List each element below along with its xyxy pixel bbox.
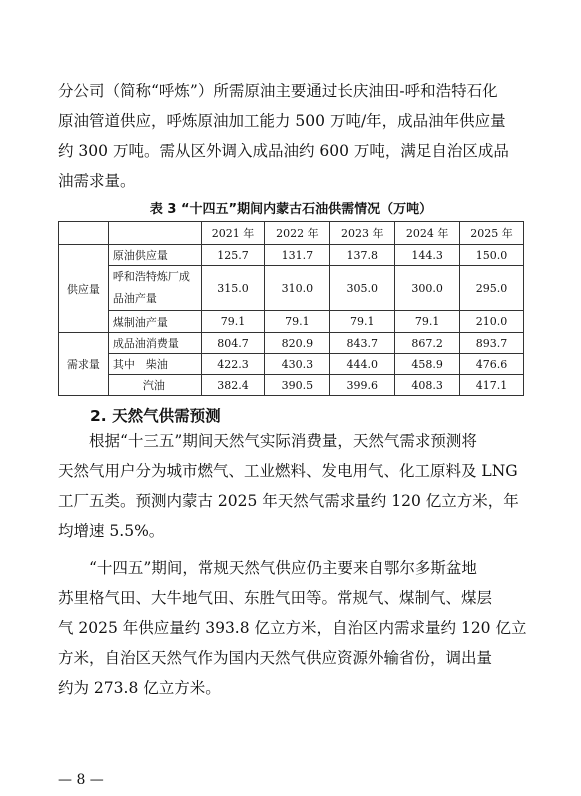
table-cell: 408.3 — [395, 375, 460, 396]
table-cell: 125.7 — [201, 245, 265, 266]
table-cell: 137.8 — [330, 245, 395, 266]
header-empty-cell — [59, 222, 109, 245]
text-line: 分公司（简称“呼炼”）所需原油主要通过长庆油田-呼和浩特石化 — [58, 82, 498, 100]
table-cell: 382.4 — [201, 375, 265, 396]
table-cell: 820.9 — [265, 333, 330, 354]
table-title: 表 3 “十四五”期间内蒙古石油供需情况（万吨） — [149, 202, 433, 217]
table-cell: 131.7 — [265, 245, 330, 266]
table-cell: 310.0 — [265, 266, 330, 311]
row-label: 原油供应量 — [108, 245, 201, 266]
year-header: 2024 年 — [395, 222, 460, 245]
text-line: 油需求量。 — [58, 172, 136, 190]
table-cell: 150.0 — [460, 245, 524, 266]
section-heading: 2. 天然气供需预测 — [90, 407, 221, 425]
row-label-line: 品油产量 — [112, 292, 157, 305]
demand-paragraph — [58, 426, 524, 546]
table-row — [59, 266, 524, 311]
supply-category: 供应量 — [59, 245, 109, 333]
text-line: 均增速 5.5%。 — [58, 522, 165, 540]
table-cell: 79.1 — [265, 311, 330, 333]
table-cell: 144.3 — [395, 245, 460, 266]
text-line: 约为 273.8 亿立方米。 — [58, 679, 221, 697]
row-label-line: 呼和浩特炼厂成 — [112, 270, 190, 283]
text-line: 苏里格气田、大牛地气田、东胜气田等。常规气、煤制气、煤层 — [58, 589, 493, 607]
year-header: 2023 年 — [330, 222, 395, 245]
table-cell: 476.6 — [460, 354, 524, 375]
table-cell: 843.7 — [330, 333, 395, 354]
table-cell: 422.3 — [201, 354, 265, 375]
table-cell: 390.5 — [265, 375, 330, 396]
table-cell: 430.3 — [265, 354, 330, 375]
table-row — [59, 354, 524, 375]
text-line: “十四五”期间，常规天然气供应仍主要来自鄂尔多斯盆地 — [89, 559, 477, 577]
table-cell: 300.0 — [395, 266, 460, 311]
header-empty-cell — [108, 222, 201, 245]
table-cell: 399.6 — [330, 375, 395, 396]
text-line: 工厂五类。预测内蒙古 2025 年天然气需求量约 120 亿立方米，年 — [58, 492, 519, 510]
table-cell: 79.1 — [395, 311, 460, 333]
text-line: 天然气用户分为城市燃气、工业燃料、发电用气、化工原料及 LNG — [58, 462, 518, 480]
table-cell: 315.0 — [201, 266, 265, 311]
row-label: 煤制油产量 — [108, 311, 201, 333]
text-line: 气 2025 年供应量约 393.8 亿立方米，自治区内需求量约 120 亿立 — [58, 619, 527, 637]
row-label: 汽油 — [108, 375, 201, 396]
row-label — [108, 266, 201, 311]
supply-paragraph — [58, 553, 527, 703]
table-row — [59, 311, 524, 333]
table-row — [59, 333, 524, 354]
table-cell: 305.0 — [330, 266, 395, 311]
table-cell: 893.7 — [460, 333, 524, 354]
row-label: 其中 柴油 — [108, 354, 201, 375]
table-cell: 417.1 — [460, 375, 524, 396]
page-number: — 8 — — [58, 772, 104, 788]
year-header: 2022 年 — [265, 222, 330, 245]
row-label: 成品油消费量 — [108, 333, 201, 354]
table-cell: 79.1 — [330, 311, 395, 333]
table-cell: 444.0 — [330, 354, 395, 375]
text-line: 根据“十三五”期间天然气实际消费量，天然气需求预测将 — [89, 432, 477, 450]
text-line: 原油管道供应，呼炼原油加工能力 500 万吨/年，成品油年供应量 — [58, 112, 506, 130]
demand-category: 需求量 — [59, 333, 109, 396]
table-cell: 867.2 — [395, 333, 460, 354]
table-cell: 79.1 — [201, 311, 265, 333]
intro-paragraph — [58, 76, 524, 196]
table-header-row — [59, 222, 524, 245]
table-cell: 295.0 — [460, 266, 524, 311]
text-line: 约 300 万吨。需从区外调入成品油约 600 万吨，满足自治区成品 — [58, 142, 509, 160]
table-cell: 458.9 — [395, 354, 460, 375]
supply-demand-table — [58, 221, 524, 396]
year-header: 2025 年 — [460, 222, 524, 245]
table-cell: 804.7 — [201, 333, 265, 354]
table-row — [59, 375, 524, 396]
table-cell: 210.0 — [460, 311, 524, 333]
table-row — [59, 245, 524, 266]
year-header: 2021 年 — [201, 222, 265, 245]
text-line: 方米，自治区天然气作为国内天然气供应资源外输省份，调出量 — [58, 649, 493, 667]
